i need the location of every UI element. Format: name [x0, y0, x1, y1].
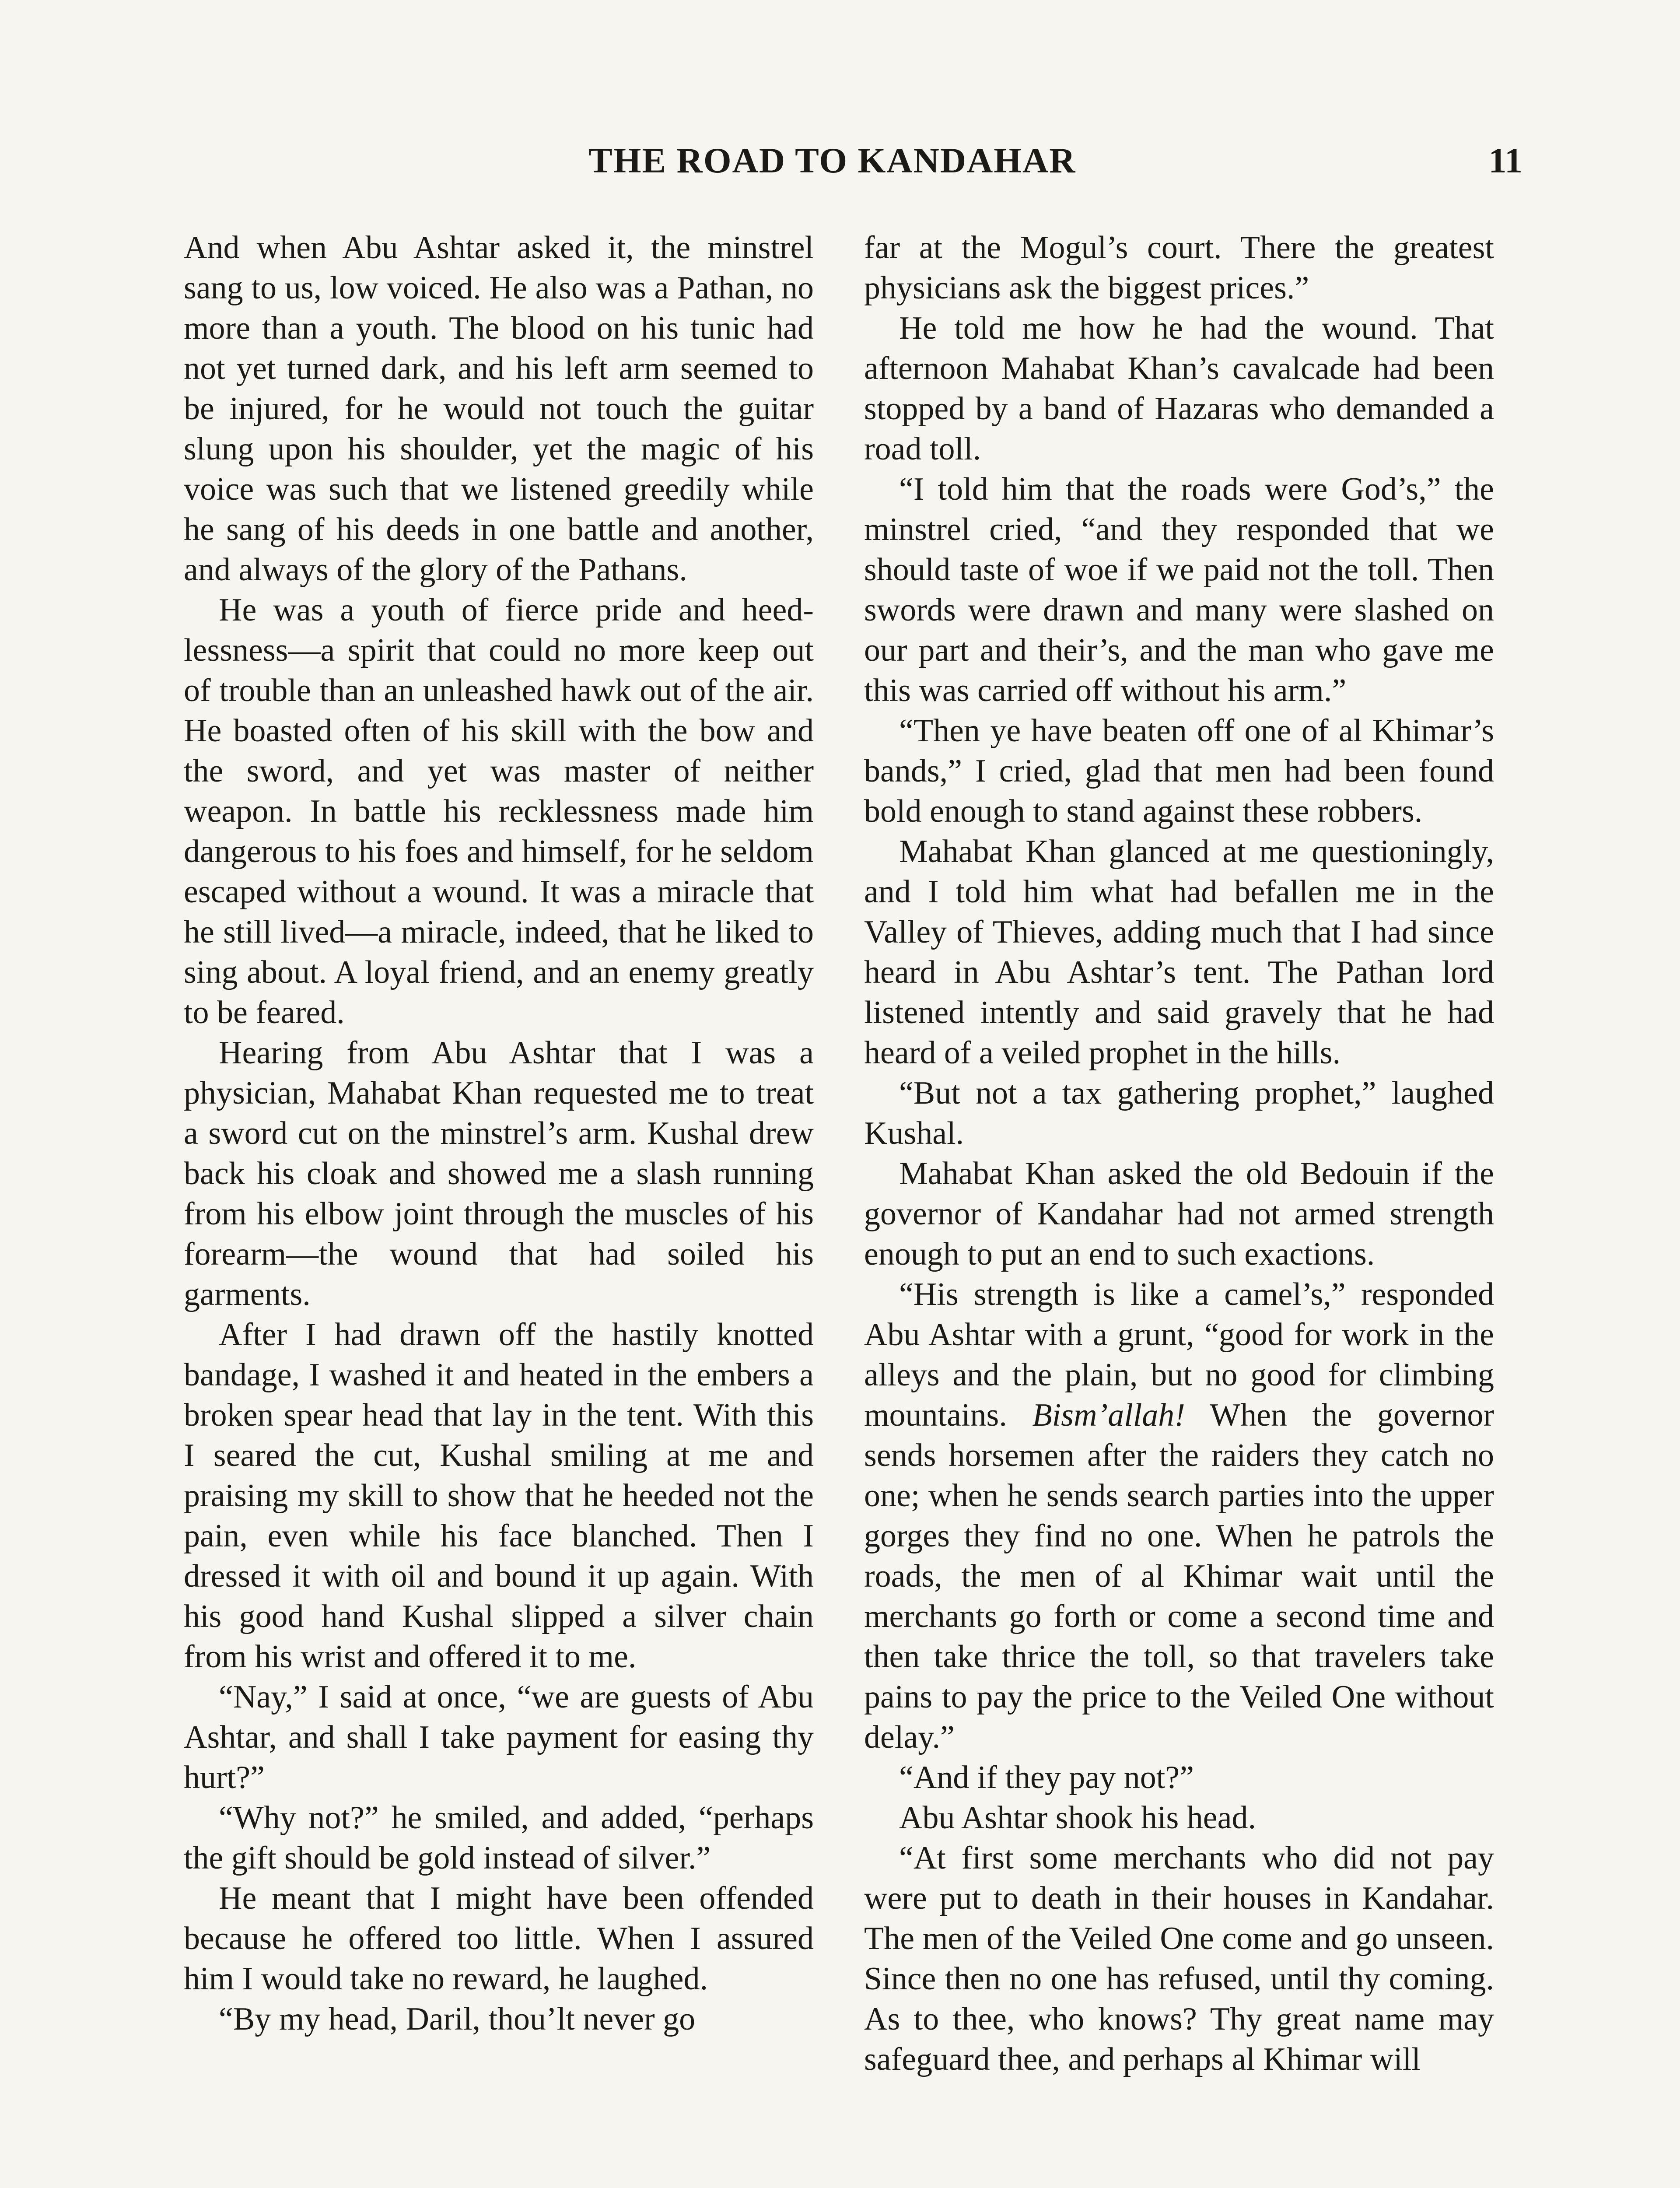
paragraph: Mahabat Khan asked the old Bedouin if the governor of Kandahar had not armed strength enough to put an end to such exactions. — [864, 1156, 1494, 1272]
paragraph: “Nay,” I said at once, “we are guests of Abu Ashtar, and shall I take payment for easing thy hurt?” — [184, 1679, 814, 1795]
paragraph: “But not a tax gathering prophet,” laughed Kushal. — [864, 1075, 1494, 1151]
running-title: THE ROAD TO KANDAHAR — [588, 140, 1076, 180]
left-column — [184, 228, 814, 2039]
paragraph: “By my head, Daril, thou’lt never go — [219, 2001, 696, 2037]
paragraph-text: “His strength is like a camel’s,” responded Abu Ashtar with a grunt, “good for work in the alleys and the plain, but no good for climbing mountains. — [864, 1276, 1494, 1433]
right-column — [864, 228, 1494, 2079]
paragraph: He was a youth of fierce pride and heedlessness—a spirit that could no more keep out of trouble than an unleashed hawk out of the air. He boasted often of his skill with the bow and the sword, and yet was master of neither weapon. In battle his recklessness made him dangerous to his foes and himself, for he seldom escaped without a wound. It was a miracle that he still lived—a miracle, indeed, that he liked to sing about. A loyal friend, and an enemy greatly to be feared. — [184, 592, 814, 1031]
paragraph: He told me how he had the wound. That afternoon Mahabat Khan’s cavalcade had been stopped by a band of Hazaras who demanded a road toll. — [864, 310, 1494, 467]
paragraph: Abu Ashtar shook his head. — [899, 1800, 1256, 1836]
paragraph: “Why not?” he smiled, and added, “perhaps the gift should be gold instead of silver.” — [184, 1800, 814, 1876]
paragraph: And when Abu Ashtar asked it, the minstrel sang to us, low voiced. He also was a Pathan, no more than a youth. The blood on his tunic had not yet turned dark, and his left arm seemed to be injured, for he would not touch the guitar slung upon his shoulder, yet the magic of his voice was such that we listened greedily while he sang of his deeds in one battle and another, and always of the glory of the Pathans. — [184, 230, 814, 588]
paragraph: Mahabat Khan glanced at me questioningly, and I told him what had befallen me in the Valley of Thieves, adding much that I had since heard in Abu Ashtar’s tent. The Pathan lord listened intently and said gravely that he had heard of a veiled prophet in the hills. — [864, 834, 1494, 1071]
page-number: 11 — [1488, 140, 1522, 180]
paragraph: “Then ye have beaten off one of al Khimar’s bands,” I cried, glad that men had been found bold enough to stand against these robbers. — [864, 713, 1494, 829]
italic-exclamation: Bism’allah! — [1032, 1397, 1185, 1433]
paragraph: far at the Mogul’s court. There the greatest physicians ask the biggest prices.” — [864, 230, 1494, 306]
paragraph: He meant that I might have been offended because he offered too little. When I assured him I would take no reward, he laughed. — [184, 1880, 814, 1997]
paragraph-text: When the governor sends horsemen after the raiders they catch no one; when he sends search parties into the upper gorges they find no one. When he patrols the roads, the men of al Khimar wait until the merchants go forth or come a second time and then take thrice the toll, so that travelers take pains to pay the price to the Veiled One without delay.” — [864, 1397, 1494, 1755]
paragraph: Hearing from Abu Ashtar that I was a physician, Mahabat Khan requested me to treat a sword cut on the minstrel’s arm. Kushal drew back his cloak and showed me a slash running from his elbow joint through the muscles of his forearm—the wound that had soiled his garments. — [184, 1035, 814, 1312]
paragraph: “At first some merchants who did not pay were put to death in their houses in Kandahar. The men of the Veiled One come and go unseen. Since then no one has refused, until thy coming. As to thee, who knows? Thy great name may safeguard thee, and perhaps al Khimar will — [864, 1840, 1494, 2077]
paragraph: After I had drawn off the hastily knotted bandage, I washed it and heated in the embers a broken spear head that lay in the tent. With this I seared the cut, Kushal smiling at me and praising my skill to show that he heeded not the pain, even while his face blanched. Then I dressed it with oil and bound it up again. With his good hand Kushal slipped a silver chain from his wrist and offered it to me. — [184, 1317, 814, 1675]
paragraph: “I told him that the roads were God’s,” the minstrel cried, “and they responded that we should taste of woe if we paid not the toll. Then swords were drawn and many were slashed on our part and their’s, and the man who gave me this was carried off without his arm.” — [864, 471, 1494, 708]
paragraph: “And if they pay not?” — [899, 1760, 1194, 1795]
paragraph — [864, 1274, 1494, 1757]
